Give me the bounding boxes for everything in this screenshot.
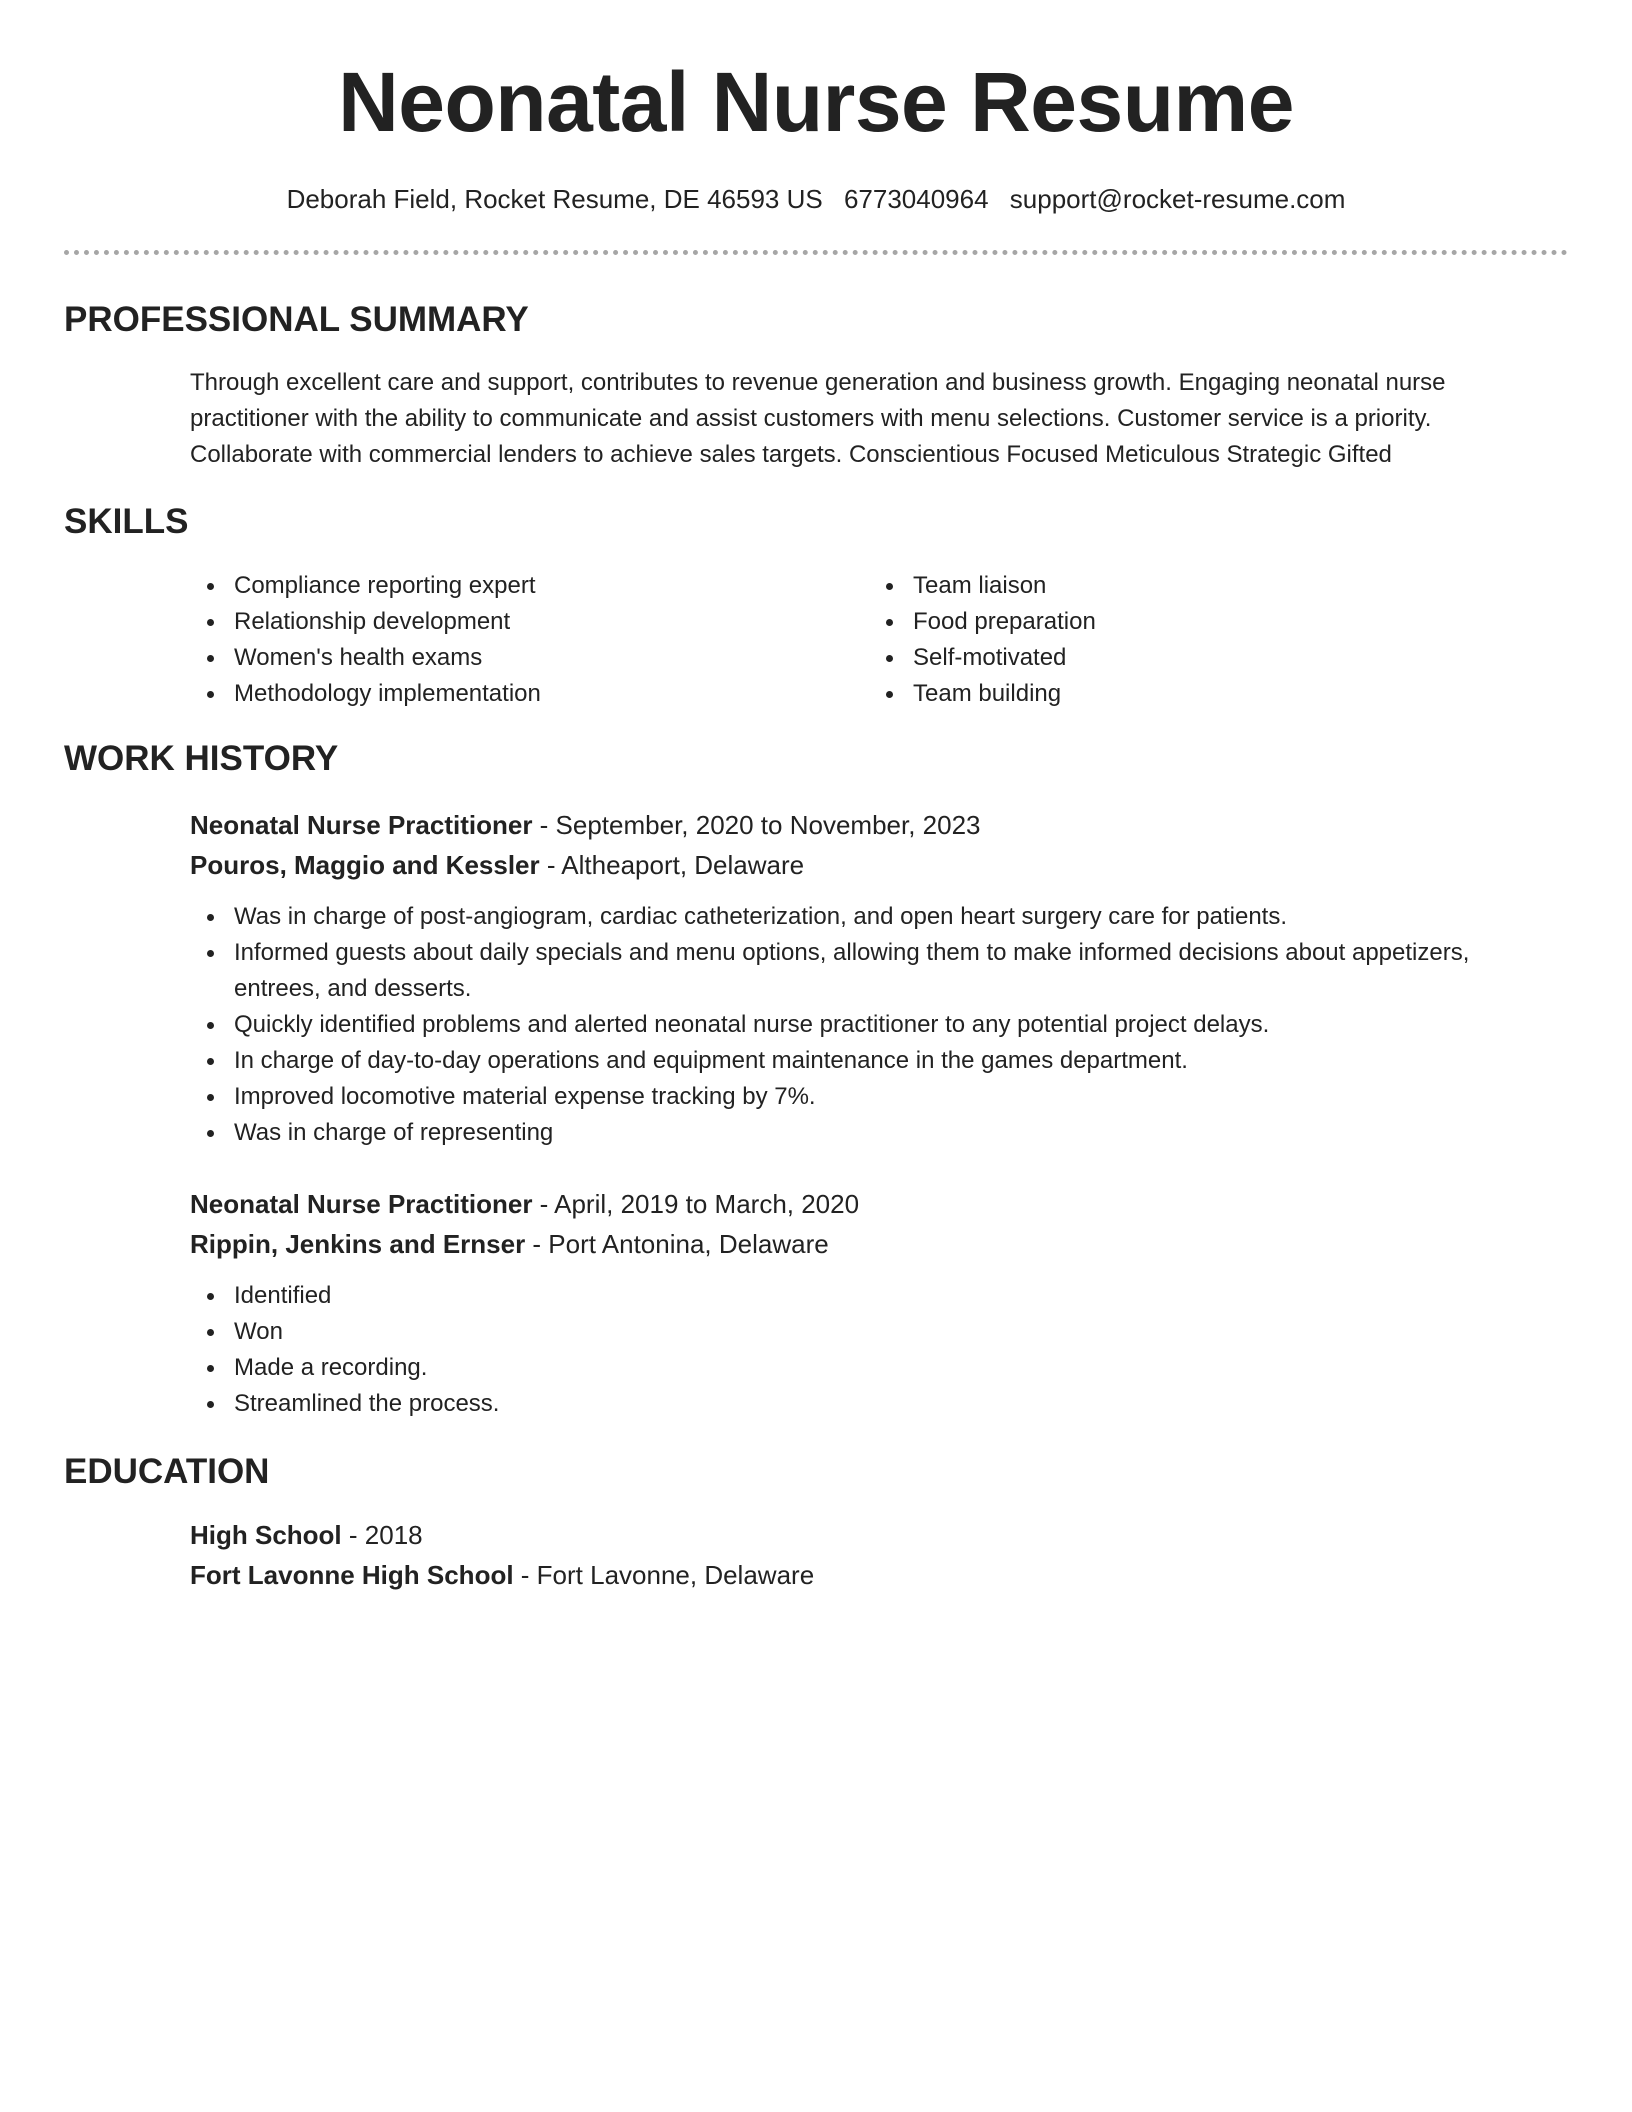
list-item: Quickly identified problems and alerted neonatal nurse practitioner to any potential project delays. bbox=[190, 1007, 1550, 1043]
job-1-title-line bbox=[190, 805, 981, 845]
education-year: - 2018 bbox=[341, 1520, 423, 1550]
job-1-company-line bbox=[190, 845, 804, 885]
skill-item: Relationship development bbox=[190, 604, 541, 640]
education-degree-line bbox=[190, 1515, 423, 1555]
contact-email: support@rocket-resume.com bbox=[1009, 184, 1346, 214]
list-item: Identified bbox=[190, 1278, 1550, 1314]
contact-phone: 6773040964 bbox=[843, 184, 989, 214]
summary-heading: PROFESSIONAL SUMMARY bbox=[64, 300, 529, 339]
education-school-line bbox=[190, 1555, 814, 1595]
skill-item: Self-motivated bbox=[869, 640, 1096, 676]
list-item: Was in charge of representing bbox=[190, 1115, 1550, 1151]
education-heading: EDUCATION bbox=[64, 1452, 270, 1491]
list-item: Streamlined the process. bbox=[190, 1386, 1550, 1422]
list-item: Made a recording. bbox=[190, 1350, 1550, 1386]
skill-item: Team liaison bbox=[869, 568, 1096, 604]
job-2-title-line bbox=[190, 1184, 859, 1224]
resume-title: Neonatal Nurse Resume bbox=[338, 55, 1294, 149]
skill-item: Methodology implementation bbox=[190, 676, 541, 712]
education-degree: High School bbox=[190, 1520, 342, 1550]
job-dates: - September, 2020 to November, 2023 bbox=[532, 810, 981, 840]
contact-address: Deborah Field, Rocket Resume, DE 46593 US bbox=[286, 184, 823, 214]
job-company: Rippin, Jenkins and Ernser bbox=[190, 1229, 526, 1259]
contact-line bbox=[0, 181, 1632, 217]
list-item: In charge of day-to-day operations and equipment maintenance in the games department. bbox=[190, 1043, 1550, 1079]
list-item: Improved locomotive material expense tracking by 7%. bbox=[190, 1079, 1550, 1115]
job-2-bullets bbox=[190, 1278, 1550, 1422]
skill-item: Compliance reporting expert bbox=[190, 568, 541, 604]
work-heading: WORK HISTORY bbox=[64, 739, 339, 778]
education-location: - Fort Lavonne, Delaware bbox=[513, 1560, 815, 1590]
skills-heading: SKILLS bbox=[64, 502, 189, 541]
list-item: Won bbox=[190, 1314, 1550, 1350]
header-divider bbox=[64, 250, 1568, 255]
skill-item: Women's health exams bbox=[190, 640, 541, 676]
summary-text: Through excellent care and support, contributes to revenue generation and business growth. Engaging neonatal nurse practitioner with the ability to communicate and assist customers with menu selections. Customer service is a priority. Collaborate with commercial lenders to achieve sales targets. Conscientious Focused Meticulous Strategic Gifted bbox=[190, 369, 1446, 468]
list-item: Was in charge of post-angiogram, cardiac catheterization, and open heart surgery care for patients. bbox=[190, 899, 1550, 935]
skills-list-left bbox=[190, 568, 541, 712]
job-dates: - April, 2019 to March, 2020 bbox=[532, 1189, 860, 1219]
education-school: Fort Lavonne High School bbox=[190, 1560, 514, 1590]
list-item: Informed guests about daily specials and menu options, allowing them to make informed decisions about appetizers, entrees, and desserts. bbox=[190, 935, 1550, 1007]
job-title: Neonatal Nurse Practitioner bbox=[190, 810, 533, 840]
job-2-company-line bbox=[190, 1224, 829, 1264]
job-location: - Port Antonina, Delaware bbox=[525, 1229, 829, 1259]
job-location: - Altheaport, Delaware bbox=[539, 850, 805, 880]
skill-item: Food preparation bbox=[869, 604, 1096, 640]
job-company: Pouros, Maggio and Kessler bbox=[190, 850, 540, 880]
job-title: Neonatal Nurse Practitioner bbox=[190, 1189, 533, 1219]
skill-item: Team building bbox=[869, 676, 1096, 712]
job-1-bullets bbox=[190, 899, 1550, 1151]
skills-list-right bbox=[869, 568, 1096, 712]
